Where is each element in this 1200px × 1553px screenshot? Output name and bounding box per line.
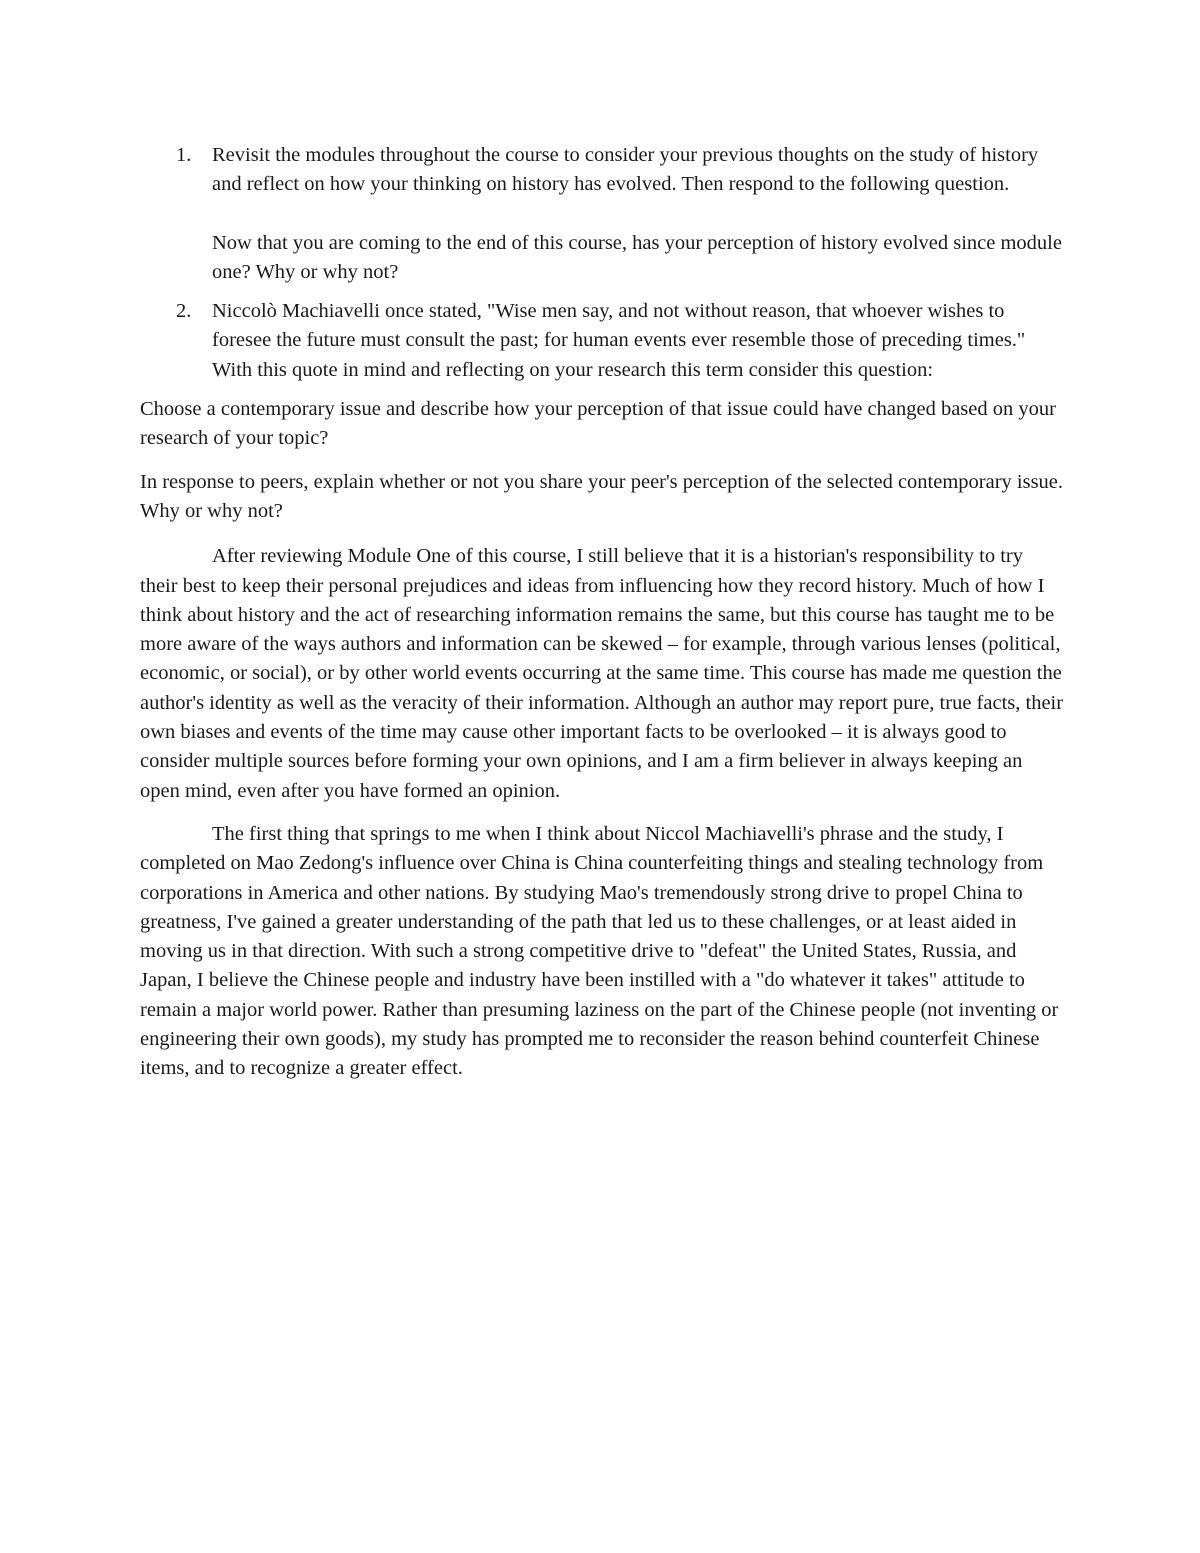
numbered-question-list	[140, 141, 1065, 385]
question-1-instructions: Revisit the modules throughout the course to consider your previous thoughts on the study of history and reflect on how your thinking on history has evolved. Then respond to the following question.	[212, 144, 1039, 196]
contemporary-issue-prompt: Choose a contemporary issue and describe how your perception of that issue could have changed based on your research of your topic?	[140, 398, 1056, 450]
list-item-2	[140, 297, 1065, 385]
list-number: 1.	[176, 144, 192, 166]
response-paragraph-2: The first thing that springs to me when I think about Niccol Machiavelli's phrase and the study, I completed on Mao Zedong's influence over China is China counterfeiting things and stealing technology from corporations in America and other nations. By studying Mao's tremendously strong drive to propel China to greatness, I've gained a greater understanding of the path that led us to these challenges, or at least aided in moving us in that direction. With such a strong competitive drive to "defeat" the United States, Russia, and Japan, I believe the Chinese people and industry have been instilled with a "do whatever it takes" attitude to remain a major world power. Rather than presuming laziness on the part of the Chinese people (not inventing or engineering their own goods), my study has prompted me to reconsider the reason behind counterfeit Chinese items, and to recognize a greater effect.	[140, 822, 1059, 1080]
list-number: 2.	[176, 300, 192, 323]
list-item-1	[140, 141, 1065, 287]
question-2-quote: Niccolò Machiavelli once stated, "Wise men say, and not without reason, that whoever wishes to foresee the future must consult the past; for human events ever resemble those of preceding times." With this quote in mind and reflecting on your research this term consider this question:	[212, 300, 1026, 381]
response-paragraph-1: After reviewing Module One of this course, I still believe that it is a historian's responsibility to try their best to keep their personal prejudices and ideas from influencing how they record history. Much of how I think about history and the act of researching information remains the same, but this course has taught me to be more aware of the ways authors and information can be skewed – for example, through various lenses (political, economic, or social), or by other world events occurring at the same time. This course has made me question the author's identity as well as the veracity of their information. Although an author may report pure, true facts, their own biases and events of the time may cause other important facts to be overlooked – it is always good to consider multiple sources before forming your own opinions, and I am a firm believer in always keeping an open mind, even after you have formed an opinion.	[140, 545, 1064, 802]
question-1-prompt: Now that you are coming to the end of this course, has your perception of history evolved since module one? Why or why not?	[212, 231, 1062, 283]
peer-response-prompt: In response to peers, explain whether or not you share your peer's perception of the selected contemporary issue. Why or why not?	[140, 470, 1064, 522]
document-body	[140, 141, 1065, 1098]
